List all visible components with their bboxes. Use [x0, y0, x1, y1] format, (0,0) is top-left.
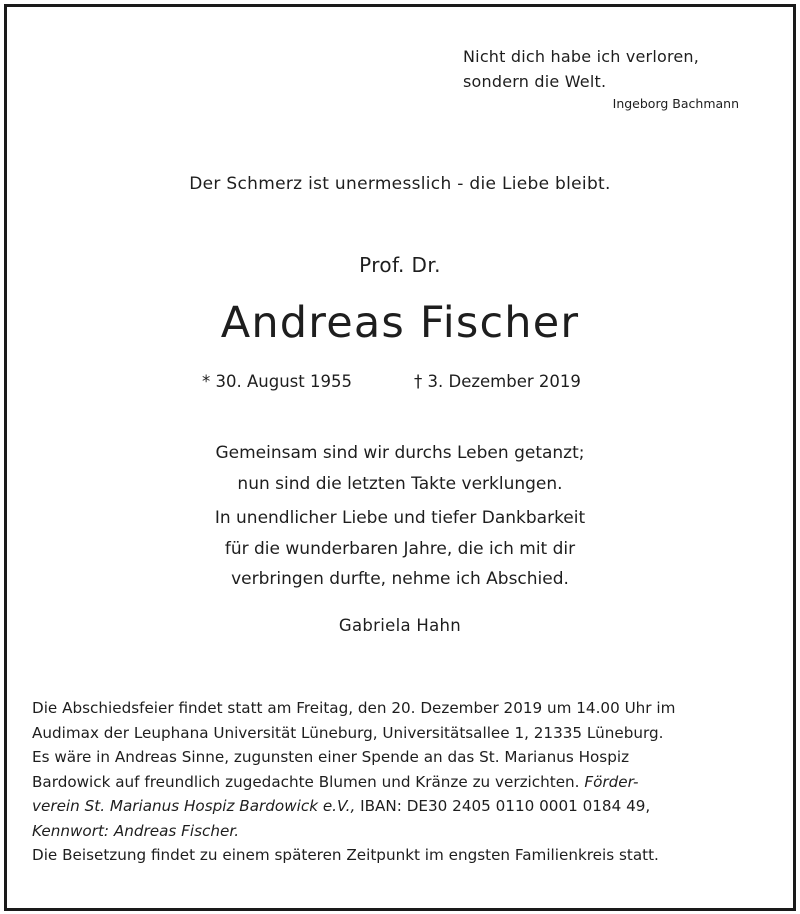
donation-text: Bardowick auf freundlich zugedachte Blumen und Kränze zu verzichten. — [32, 772, 585, 791]
motto-line-2: sondern die Welt. — [463, 72, 607, 91]
poem-line: In unendlicher Liebe und tiefer Dankbarkeit — [214, 508, 586, 528]
donation-line: Es wäre in Andreas Sinne, zugunsten einer Spende an das St. Marianus Hospiz — [32, 748, 630, 766]
donation-recipient: verein St. Marianus Hospiz Bardowick e.V., — [32, 797, 356, 815]
burial-line: Die Beisetzung findet zu einem späteren Zeitpunkt im engsten Familienkreis statt. — [32, 846, 659, 864]
service-information — [32, 696, 772, 868]
motto-line-1: Nicht dich habe ich verloren, — [463, 47, 700, 66]
deceased-name: Andreas Fischer — [220, 298, 580, 348]
poem-line: nun sind die letzten Takte verklungen. — [237, 473, 563, 494]
donation-line — [32, 794, 772, 819]
ceremony-line: Audimax der Leuphana Universität Lüneburg, Universitätsallee 1, 21335 Lüneburg. — [32, 723, 664, 742]
motto-quote — [463, 44, 763, 111]
donation-iban: IBAN: DE30 2405 0110 0001 0184 49, — [355, 797, 651, 815]
donation-recipient: Förder- — [584, 772, 639, 791]
tagline: Der Schmerz ist unermesslich - die Liebe bleibt. — [189, 174, 611, 194]
poem-line: für die wunderbaren Jahre, die ich mit dir — [224, 538, 576, 559]
ceremony-line: Die Abschiedsfeier findet statt am Freitag, den 20. Dezember 2019 um 14.00 Uhr im — [32, 699, 676, 717]
poem-line: verbringen durfte, nehme ich Abschied. — [231, 569, 569, 589]
motto-author: Ingeborg Bachmann — [612, 96, 739, 111]
poem-stanza-2 — [0, 503, 800, 595]
poem-stanza-1 — [0, 438, 800, 499]
donation-line — [32, 819, 772, 844]
poem-line: Gemeinsam sind wir durchs Leben getanzt; — [215, 443, 585, 463]
mourner-signature: Gabriela Hahn — [338, 616, 462, 635]
death-date: † 3. Dezember 2019 — [414, 372, 581, 391]
birth-date: * 30. August 1955 — [202, 372, 352, 391]
donation-line — [32, 770, 772, 795]
academic-title: Prof. Dr. — [359, 253, 441, 277]
donation-keyword: Kennwort: Andreas Fischer. — [32, 821, 240, 840]
